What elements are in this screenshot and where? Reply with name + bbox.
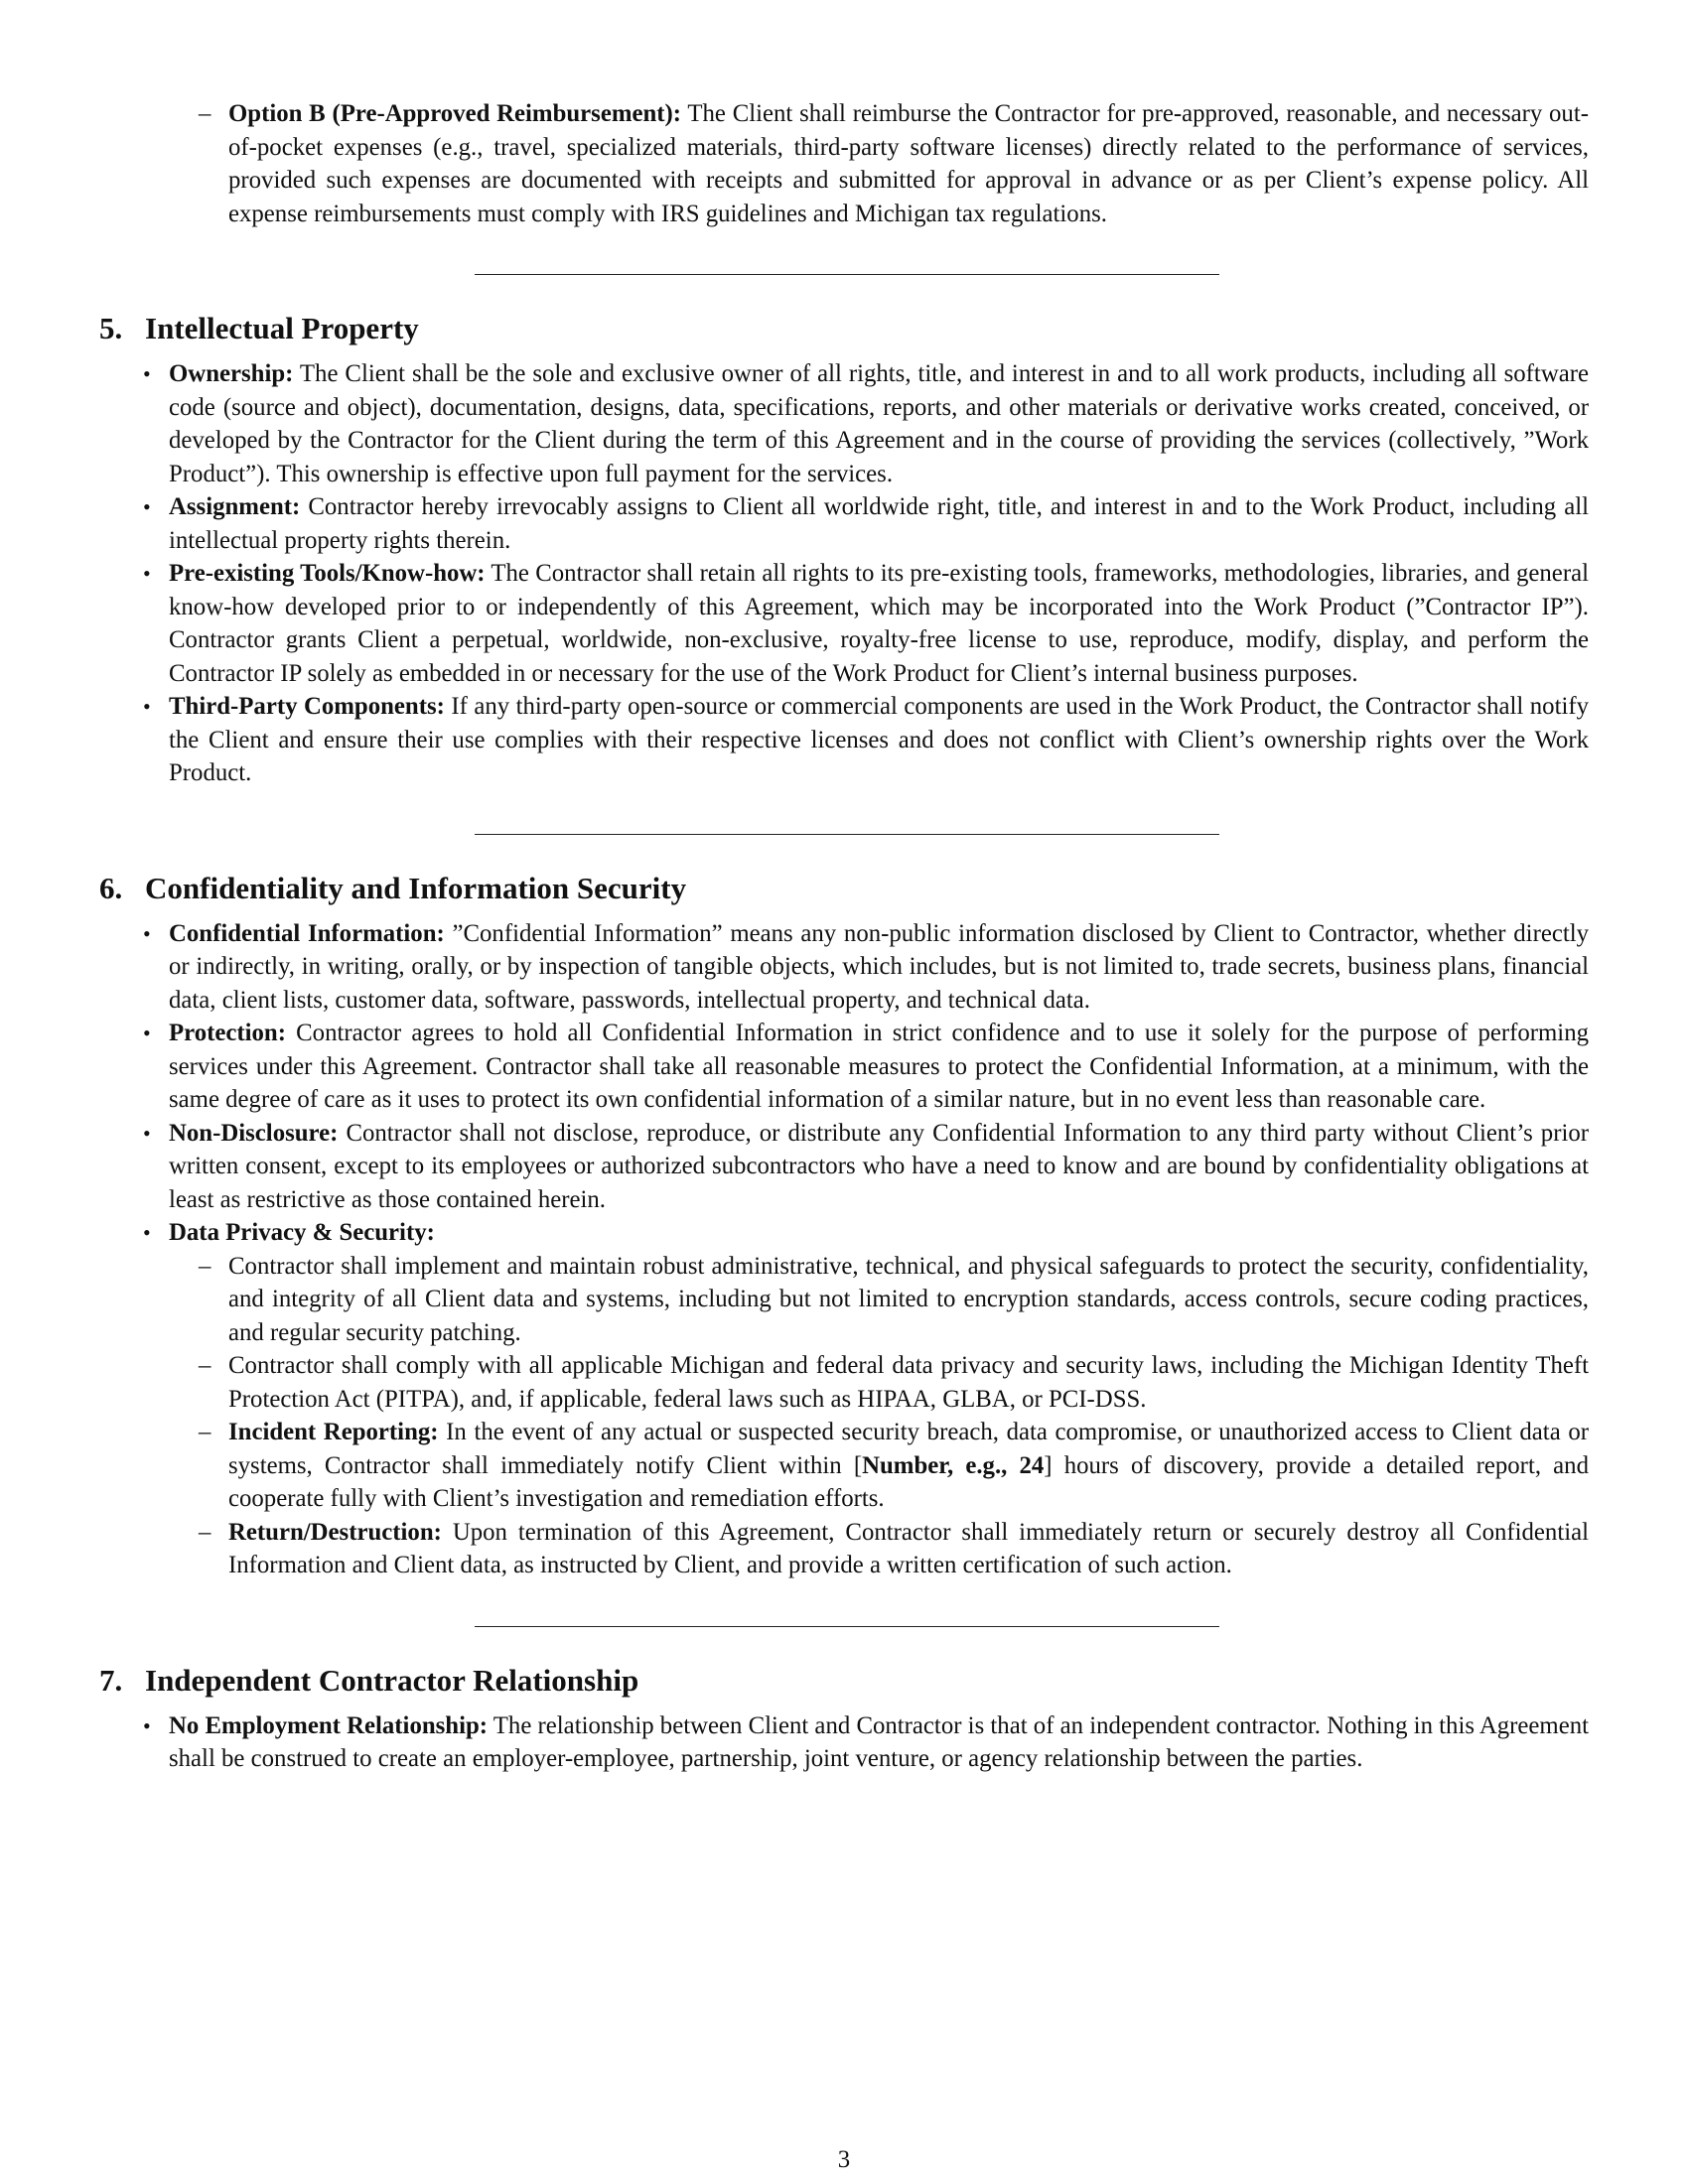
option-b-paragraph xyxy=(199,97,1589,230)
sub-list-item xyxy=(199,1349,1589,1416)
dash-marker: – xyxy=(199,1252,211,1280)
bullet-marker: • xyxy=(143,1712,151,1738)
sub-list-item xyxy=(199,1416,1589,1516)
list-item xyxy=(143,357,1589,490)
bullet-marker: • xyxy=(143,561,151,586)
bullet-marker: • xyxy=(143,494,151,519)
list-item xyxy=(143,690,1590,790)
sub-item-label: Incident Reporting: xyxy=(228,1419,439,1445)
item-label: Ownership: xyxy=(169,360,294,387)
section-7-heading xyxy=(99,1661,1589,1701)
list-item xyxy=(143,1709,1589,1776)
bullet-marker: • xyxy=(143,361,151,386)
bullet-marker: • xyxy=(143,1021,151,1045)
page-number: 3 xyxy=(837,2146,851,2173)
sub-item-label: Return/Destruction: xyxy=(228,1518,442,1546)
sub-item-text: Upon termination of this Agreement, Contractor shall immediately return or securely destroy all Confidential Information and Client data, as instructed by Client, and provide a written certification of such action. xyxy=(228,1518,1590,1578)
item-text: The relationship between Client and Contractor is that of an independent contractor. Nothing in this Agreement shall be construed to create an employer-employee, partnership, joint venture, or agency relationship between the parties. xyxy=(169,1711,1589,1772)
bullet-marker: • xyxy=(143,920,151,946)
list-item xyxy=(143,557,1589,690)
list-item xyxy=(143,1216,1589,1250)
section-title: Confidentiality and Information Security xyxy=(145,870,687,905)
list-item xyxy=(143,1117,1590,1217)
sub-list-item xyxy=(199,1516,1590,1582)
section-title: Independent Contractor Relationship xyxy=(145,1662,639,1698)
item-label: No Employment Relationship: xyxy=(169,1711,489,1739)
item-text: ”Confidential Information” means any non-public information disclosed by Client to Contractor, whether directly or indirectly, in writing, orally, or by inspection of tangible objects, which includes, but is not limited to, trade secrets, business plans, financial data, client lists, customer data, software, passwords, intellectual property, and technical data. xyxy=(169,919,1590,1014)
list-item xyxy=(143,490,1589,557)
item-text: The Client shall be the sole and exclusive owner of all rights, title, and interest in and to all work products, including all software code (source and object), documentation, designs, data, specifications, reports, and other materials or derivative works created, conceived, or developed by the Contractor for the Client during the term of this Agreement and in the course of providing the services (collectively, ”Work Product”). This ownership is effective upon full payment for the services. xyxy=(169,360,1589,487)
bullet-marker: • xyxy=(143,1220,151,1245)
item-label: Data Privacy & Security: xyxy=(169,1219,435,1246)
item-label: Confidential Information: xyxy=(169,919,445,947)
dash-marker: – xyxy=(199,1352,211,1379)
item-text: If any third-party open-source or commercial components are used in the Work Product, the Contractor shall notify the Client and ensure their use complies with their respective licenses and does not conflict with Client’s ownership rights over the Work Product. xyxy=(169,693,1590,786)
dash-marker: – xyxy=(199,1419,211,1445)
item-text: Contractor hereby irrevocably assigns to Client all worldwide right, title, and interest in and to the Work Product, including all intellectual property rights therein. xyxy=(169,493,1589,554)
sub-list-item xyxy=(199,1250,1589,1350)
section-number: 6. xyxy=(99,870,123,905)
section-6-heading xyxy=(99,869,1589,908)
option-b-label: Option B (Pre-Approved Reimbursement): xyxy=(228,100,682,127)
item-label: Pre-existing Tools/Know-how: xyxy=(169,560,486,587)
item-label: Non-Disclosure: xyxy=(169,1119,339,1147)
list-item xyxy=(143,917,1590,1018)
item-text: Contractor shall not disclose, reproduce, or distribute any Confidential Information to any third party without Client’s prior written consent, except to its employees or authorized subcontractors who have a need to know and are bound by confidentiality obligations at least as restrictive as those contained herein. xyxy=(169,1119,1590,1213)
document-page xyxy=(99,97,1589,1776)
sub-item-text: Contractor shall implement and maintain robust administrative, technical, and physical safeguards to protect the security, confidentiality, and integrity of all Client data and systems, including but not limited to encryption standards, access controls, secure coding practices, and regular security patching. xyxy=(228,1252,1589,1346)
bullet-marker: • xyxy=(143,694,151,719)
sub-item-text: Contractor shall comply with all applicable Michigan and federal data privacy and security laws, including the Michigan Identity Theft Protection Act (PITPA), and, if applicable, federal laws such as HIPAA, GLBA, or PCI-DSS. xyxy=(228,1352,1589,1413)
item-label: Third-Party Components: xyxy=(169,693,445,720)
sub-item-text: In the event of any actual or suspected security breach, data compromise, or unauthorized access to Client data or systems, Contractor shall immediately notify Client within [ xyxy=(228,1419,1589,1479)
section-title: Intellectual Property xyxy=(145,311,419,345)
list-item xyxy=(143,1017,1589,1117)
section-number: 7. xyxy=(99,1662,123,1698)
section-number: 5. xyxy=(99,311,123,345)
item-text: Contractor agrees to hold all Confidential Information in strict confidence and to use it solely for the purpose of performing services under this Agreement. Contractor shall take all reasonable measures to protect the Confidential Information, at a minimum, with the same degree of care as it uses to protect its own confidential information of a similar nature, but in no event less than reasonable care. xyxy=(169,1020,1589,1113)
item-text: The Contractor shall retain all rights to its pre-existing tools, frameworks, methodologies, libraries, and general know-how developed prior to or independently of this Agreement, which may be incorporated into the Work Product (”Contractor IP”). Contractor grants Client a perpetual, worldwide, non-exclusive, royalty-free license to use, reproduce, modify, display, and perform the Contractor IP solely as embedded in or necessary for the use of the Work Product for Client’s internal business purposes. xyxy=(169,560,1589,687)
item-label: Protection: xyxy=(169,1020,286,1046)
item-label: Assignment: xyxy=(169,493,301,520)
option-b-text: The Client shall reimburse the Contractor for pre-approved, reasonable, and necessary out-of-pocket expenses (e.g., travel, specialized materials, third-party software licenses) directly related to the performance of services, provided such expenses are documented with receipts and submitted for approval in advance or as per Client’s expense policy. All expense reimbursements must comply with IRS guidelines and Michigan tax regulations. xyxy=(228,100,1589,227)
dash-marker: – xyxy=(199,1518,211,1546)
sub-item-text: ] hours of discovery, provide a detailed report, and cooperate fully with Client’s investigation and remediation efforts. xyxy=(228,1451,1589,1512)
dash-marker: – xyxy=(199,100,211,127)
placeholder-field: Number, e.g., 24 xyxy=(862,1451,1045,1479)
section-5-heading xyxy=(99,309,1589,348)
bullet-marker: • xyxy=(143,1120,151,1146)
